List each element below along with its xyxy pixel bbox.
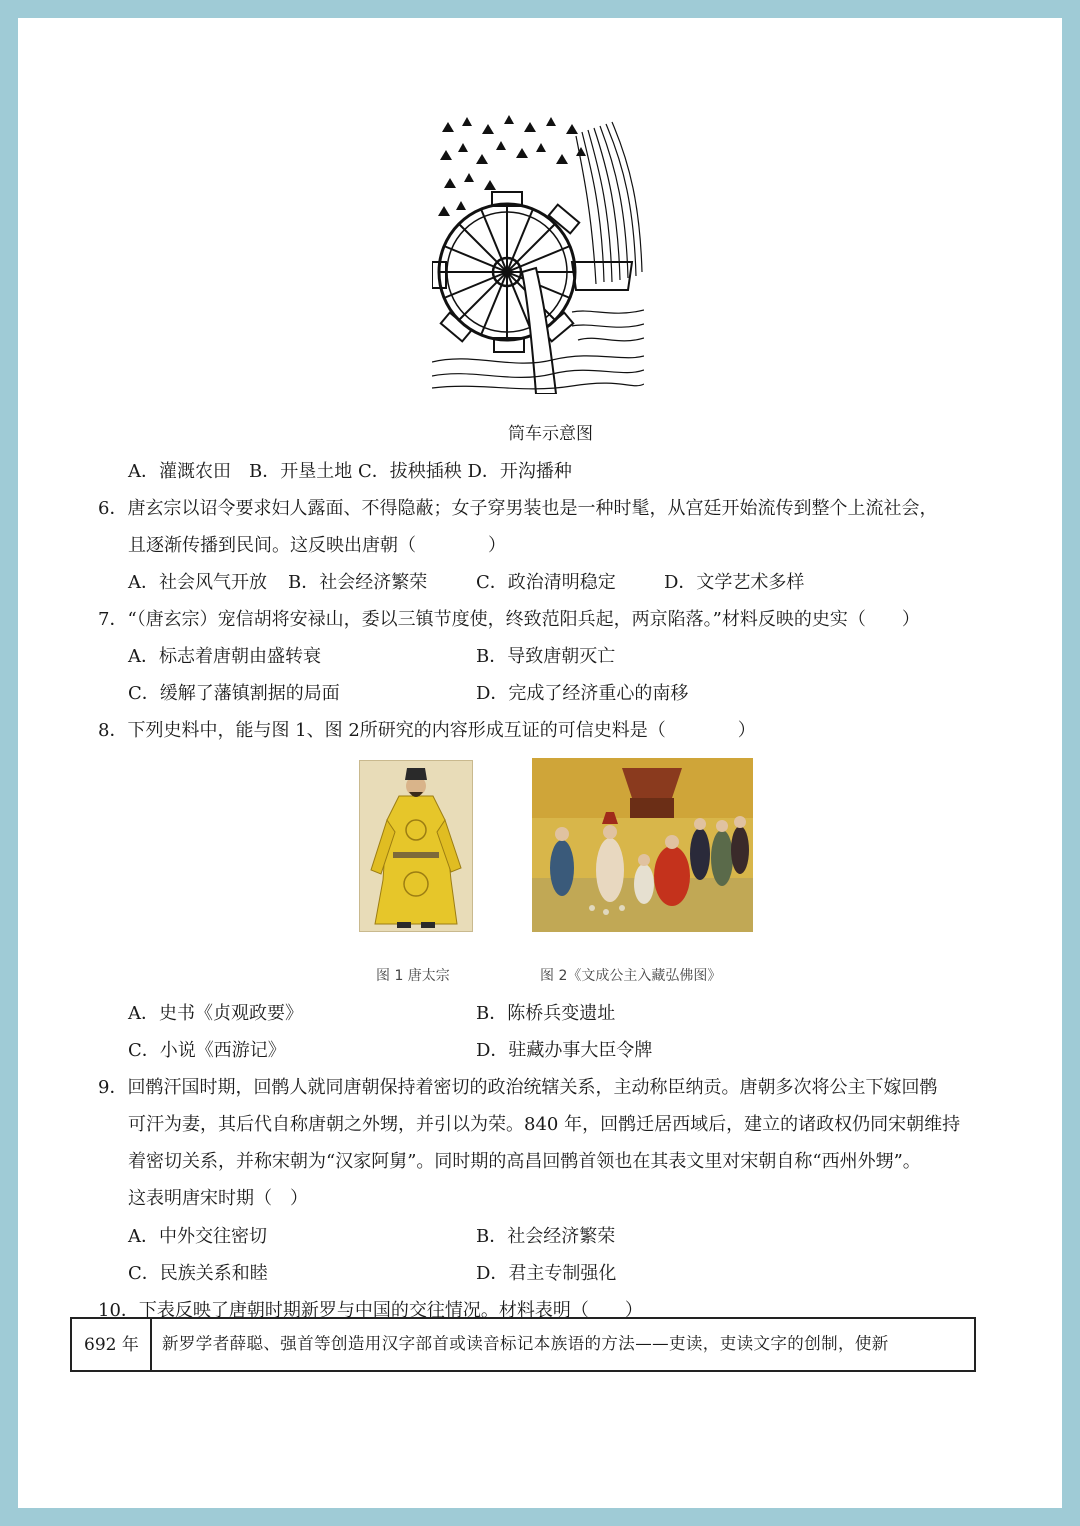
q6-option-c: C．政治清明稳定 xyxy=(476,572,616,593)
q7-option-c: C．缓解了藩镇割据的局面 xyxy=(128,683,340,704)
q7-option-a: A．标志着唐朝由盛转衰 xyxy=(128,646,321,667)
q9-option-a: A．中外交往密切 xyxy=(128,1226,267,1247)
q8-option-b: B．陈桥兵变遗址 xyxy=(476,1003,616,1024)
waterwheel-illustration xyxy=(432,112,644,394)
q6-stem-line2: 且逐渐传播到民间。这反映出唐朝（ ） xyxy=(128,535,506,556)
figure2-caption: 图 2《文成公主入藏弘佛图》 xyxy=(540,968,722,984)
q9-option-d: D．君主专制强化 xyxy=(476,1263,617,1284)
q9-stem-line1: 9．回鹘汗国时期，回鹘人就同唐朝保持着密切的政治统辖关系，主动称臣纳贡。唐朝多次将公主下嫁回鹘 xyxy=(98,1077,938,1098)
q8-option-d: D．驻藏办事大臣令牌 xyxy=(476,1040,653,1061)
q7-option-d: D．完成了经济重心的南移 xyxy=(476,683,689,704)
q5-options: A．灌溉农田 B．开垦土地 C．拔秧插秧 D．开沟播种 xyxy=(128,461,572,482)
q6-option-a: A．社会风气开放 xyxy=(128,572,267,593)
figure1-caption: 图 1 唐太宗 xyxy=(376,968,450,984)
q10-table xyxy=(70,1317,976,1372)
q7-stem: 7．“（唐玄宗）宠信胡将安禄山，委以三镇节度使，终致范阳兵起，两京陷落。”材料反映的史实（ ） xyxy=(98,609,920,630)
q6-option-b: B．社会经济繁荣 xyxy=(288,572,428,593)
wencheng-princess-painting xyxy=(532,758,753,932)
table-cell-content: 新罗学者薛聪、强首等创造用汉字部首或读音标记本族语的方法——吏读，吏读文字的创制，使新 xyxy=(162,1334,889,1353)
q9-option-b: B．社会经济繁荣 xyxy=(476,1226,616,1247)
q8-option-c: C．小说《西游记》 xyxy=(128,1040,286,1061)
q8-option-a: A．史书《贞观政要》 xyxy=(128,1003,303,1024)
q6-option-d: D．文学艺术多样 xyxy=(664,572,805,593)
q9-stem-line2: 可汗为妻，其后代自称唐朝之外甥，并引以为荣。840 年，回鹘迁居西域后，建立的诸政权仍同宋朝维持 xyxy=(128,1114,961,1135)
q9-option-c: C．民族关系和睦 xyxy=(128,1263,268,1284)
q8-stem: 8．下列史料中，能与图 1、图 2所研究的内容形成互证的可信史料是（ ） xyxy=(98,720,756,741)
q7-option-b: B．导致唐朝灭亡 xyxy=(476,646,616,667)
q9-stem-line4: 这表明唐宋时期（ ） xyxy=(128,1188,308,1209)
q10-stem: 10．下表反映了唐朝时期新罗与中国的交往情况。材料表明（ ） xyxy=(98,1300,643,1321)
tang-taizong-portrait xyxy=(359,760,473,932)
q9-stem-line3: 着密切关系，并称宋朝为“汉家阿舅”。同时期的高昌回鹘首领也在其表文里对宋朝自称“西州外甥”。 xyxy=(128,1151,921,1172)
q6-stem-line1: 6．唐玄宗以诏令要求妇人露面、不得隐蔽；女子穿男装也是一种时髦，从宫廷开始流传到整个上流社会， xyxy=(98,498,938,519)
waterwheel-caption: 筒车示意图 xyxy=(508,424,593,444)
table-cell-year: 692 年 xyxy=(72,1319,152,1370)
